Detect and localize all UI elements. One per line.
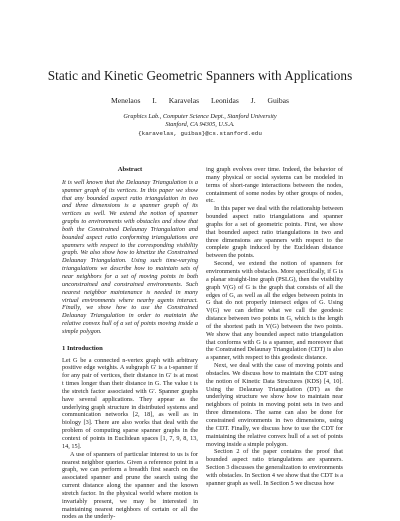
left-column: [62, 166, 198, 521]
body-paragraph: In this paper we deal with the relationship between bounded aspect ratio triangulations and spanner graphs for a set of geometric points. First, we show that bounded aspect ratio triangulations in two and three dimensions are spanners with respect to the complete graph induced by the Euclidean distance between the points.: [206, 205, 343, 260]
abstract-heading: Abstract: [117, 166, 143, 173]
author-list: [0, 96, 400, 105]
right-column: [206, 166, 343, 488]
intro-paragraph: A use of spanners of particular interest to us is for nearest neighbor queries. Given a reference point in a graph, we can perform a breadth first search on the associated spanner and prune the search using the current distance along the spanner and the known stretch factor. In the physical world where motion is invariably present, we may be interested in maintaining nearest neighbors of certain or all the nodes as the underly-: [62, 450, 198, 521]
affiliation-block: [0, 113, 400, 138]
body-paragraph: ing graph evolves over time. Indeed, the behavior of many physical or social systems can be modeled in terms of short-range interactions between the nodes, containment of some nodes by other groups of nodes, etc.: [206, 166, 343, 205]
body-paragraph: Next, we deal with the case of moving points and obstacles. We discuss how to maintain the CDT using the notion of Kinetic Data Structures (KDS) [4, 10]. Using the Delaunay Triangulation (DT) as the underlying structure we show how to maintain near neighbors of points in moving point sets in two and three dimensions. The same can also be done for constrained environments in two dimensions, using the CDT. Finally, we discuss how to use the CDT for maintaining the relative convex hull of a set of points moving inside a simple polygon.: [206, 362, 343, 448]
affiliation-address: Stanford, CA 94305, U.S.A.: [165, 121, 235, 129]
section-heading-introduction: 1 Introduction: [62, 344, 103, 352]
author-name: Leonidas J. Guibas: [211, 96, 289, 105]
affiliation-lab: Graphics Lab., Computer Science Dept., Stanford University: [123, 113, 277, 120]
intro-paragraph: Let G be a connected n-vertex graph with arbitrary positive edge weights. A subgraph G′ is a t-spanner if for any pair of vertices, their distance in G′ is at most t times longer than their distance in G. The value t is the stretch factor associated with G′. Spanner graphs have several applications. They appear as the underlying graph structure in distributed systems and communication networks [2, 18], as well as in biology [3]. There are also works that deal with the problem of computing sparse spanner graphs in the context of points in Euclidean spaces [1, 7, 9, 8, 13, 14, 15].: [62, 356, 198, 450]
abstract-text: It is well known that the Delaunay Triangulation is a spanner graph of its vertices. In this paper we show that any bounded aspect ratio triangulation in two and three dimensions is a spanner graph of its vertices as well. We extend the notion of spanner graphs to environments with obstacles and show that both the Constrained Delaunay Triangulation and bounded aspect ratio conforming triangulations are spanners with respect to the corresponding visibility graph. We also show how to kinetize the Constrained Delaunay Triangulation. Using such time-varying triangulations we describe how to maintain sets of near neighbors for a set of moving points in both unconstrained and constrained environments. Such nearest neighbor maintenance is needed in many virtual environments where nearby agents interact. Finally, we show how to use the Constrained Delaunay Triangulation in order to maintain the relative convex hull of a set of points moving inside a simple polygon.: [62, 178, 198, 335]
body-paragraph: Second, we extend the notion of spanners for environments with obstacles. More specifically, if G is a planar straight-line graph (PSLG), then the visibility graph V(G) of G is the graph that consists of all the edges of G, as well as all the edges between points in G that do not properly intersect edges of G. Using V(G) we can define what we call the geodesic distance between two points in G, which is the length of the shortest path in V(G) between the two points. We show that any bounded aspect ratio triangulation that conforms with G is a spanner, and moreover that the Constrained Delaunay Triangulation (CDT) is also a spanner, with respect to this geodesic distance.: [206, 260, 343, 362]
author-name: Menelaos I. Karavelas: [110, 96, 200, 105]
paper-title: Static and Kinetic Geometric Spanners with Applications: [47, 68, 353, 83]
body-paragraph: Section 2 of the paper contains the proof that bounded aspect ratio triangulations are spanners. Section 3 discusses the generalization to environments with obstacles. In Section 4 we show that the CDT is a spanner graph as well. In Section 5 we discuss how: [206, 448, 343, 487]
author-emails: {karavelas, guibas}@cs.stanford.edu: [138, 129, 262, 137]
